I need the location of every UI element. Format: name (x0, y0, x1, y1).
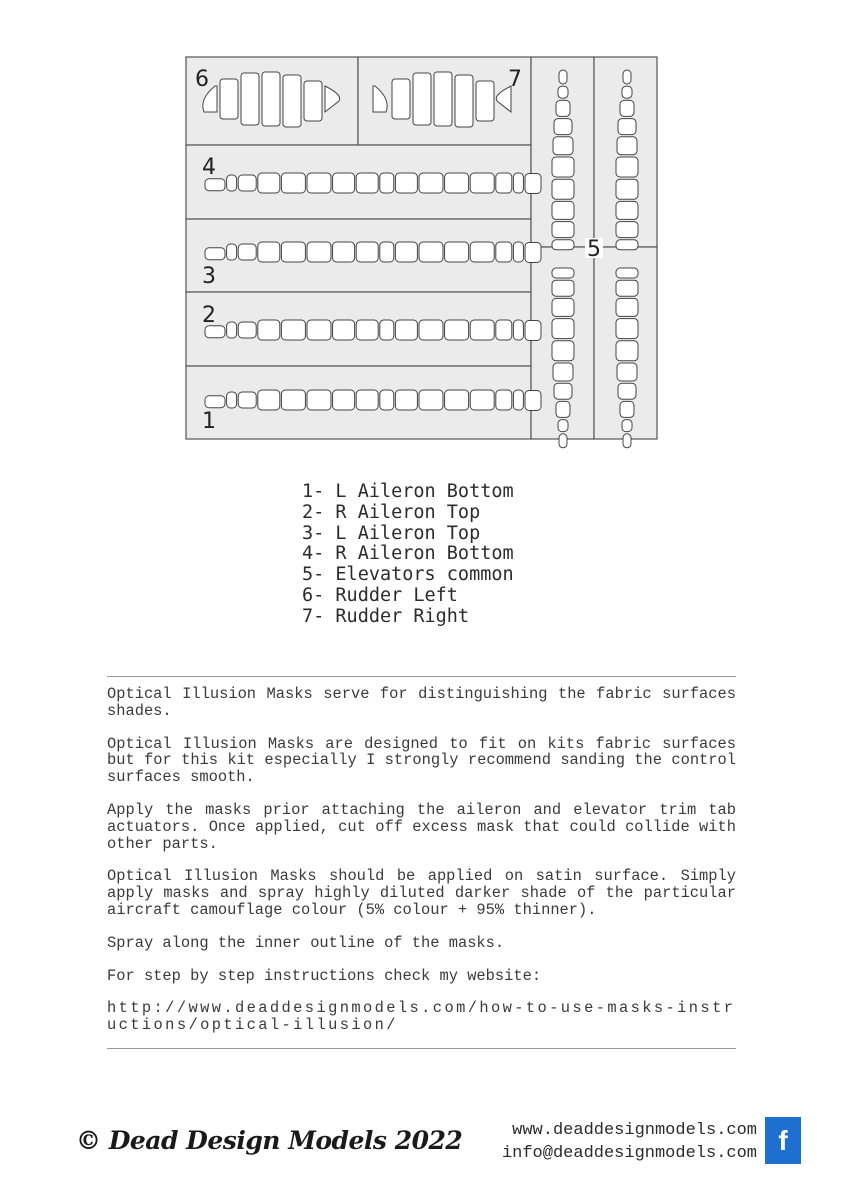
aileron-mask-segment (496, 242, 512, 262)
elevator-mask-segment (616, 319, 638, 339)
aileron-mask-segment (470, 320, 494, 340)
aileron-mask-segment (281, 320, 305, 340)
elevator-mask-segment (559, 70, 567, 84)
instruction-paragraph: Optical Illusion Masks serve for distinguishing the fabric surfaces shades. (107, 685, 736, 720)
aileron-mask-segment (258, 320, 280, 340)
aileron-mask-segment (419, 320, 443, 340)
copyright-logo: © Dead Design Models 2022 (76, 1126, 463, 1155)
aileron-mask-segment (445, 320, 469, 340)
elevator-mask-segment (616, 341, 638, 361)
elevator-mask-segment (618, 383, 636, 399)
aileron-mask-segment (333, 242, 355, 262)
elevator-mask-segment (616, 179, 638, 199)
aileron-mask-segment (227, 392, 237, 408)
instructions-block (107, 686, 736, 1034)
aileron-mask-segment (419, 390, 443, 410)
elevator-mask-segment (552, 222, 574, 238)
aileron-mask-segment (258, 173, 280, 193)
aileron-mask-segment (395, 390, 417, 410)
aileron-mask-segment (205, 396, 225, 408)
aileron-mask-segment (525, 243, 541, 263)
elevator-mask-segment (552, 268, 574, 278)
elevator-mask-segment (622, 86, 632, 98)
elevator-mask-segment (553, 363, 573, 381)
aileron-mask-segment (307, 173, 331, 193)
elevator-mask-segment (554, 119, 572, 135)
aileron-mask-segment (307, 320, 331, 340)
panel-label-4: 4 (202, 155, 216, 180)
aileron-mask-segment (380, 390, 394, 410)
aileron-mask-segment (227, 322, 237, 338)
elevator-mask-segment (616, 222, 638, 238)
aileron-mask-segment (238, 392, 256, 408)
legend-list (302, 482, 514, 628)
elevator-mask-segment (620, 100, 634, 116)
elevator-mask-segment (552, 319, 574, 339)
legend-item: 6- Rudder Left (302, 584, 458, 606)
aileron-mask-segment (445, 390, 469, 410)
rudder-mask-segment (434, 72, 452, 126)
aileron-mask-segment (496, 320, 512, 340)
rudder-mask-segment (304, 81, 322, 121)
aileron-mask-segment (356, 320, 378, 340)
elevator-mask-segment (556, 100, 570, 116)
aileron-mask-segment (356, 390, 378, 410)
aileron-mask-segment (525, 321, 541, 341)
instruction-paragraph: Spray along the inner outline of the masks. (107, 933, 505, 952)
elevator-mask-segment (553, 137, 573, 155)
rudder-mask-segment (392, 79, 410, 119)
rudder-mask-segment (455, 75, 473, 127)
footer-website-link[interactable]: www.deaddesignmodels.com (512, 1121, 757, 1140)
aileron-mask-segment (513, 242, 523, 262)
aileron-mask-segment (307, 242, 331, 262)
top-divider (107, 676, 736, 677)
aileron-mask-segment (380, 320, 394, 340)
aileron-mask-segment (227, 175, 237, 191)
elevator-mask-segment (622, 420, 632, 432)
elevator-mask-segment (552, 201, 574, 219)
instruction-paragraph: Optical Illusion Masks should be applied on satin surface. Simply apply masks and spray highly diluted darker shade of the particular aircraft camouflage colour (5% colour + 95% thinner). (107, 867, 736, 919)
elevator-mask-segment (559, 434, 567, 448)
elevator-mask-segment (617, 363, 637, 381)
aileron-mask-segment (356, 173, 378, 193)
aileron-mask-segment (395, 320, 417, 340)
panel-label-5: 5 (587, 237, 601, 262)
elevator-mask-segment (558, 86, 568, 98)
aileron-mask-segment (513, 320, 523, 340)
aileron-mask-segment (513, 173, 523, 193)
aileron-mask-segment (258, 390, 280, 410)
elevator-mask-segment (616, 280, 638, 296)
panel-label-6: 6 (195, 67, 209, 92)
aileron-mask-segment (238, 244, 256, 260)
aileron-mask-segment (333, 320, 355, 340)
aileron-mask-segment (281, 390, 305, 410)
facebook-icon[interactable]: f (765, 1117, 801, 1164)
aileron-mask-segment (395, 242, 417, 262)
aileron-mask-segment (333, 173, 355, 193)
elevator-mask-segment (618, 119, 636, 135)
instruction-paragraph: For step by step instructions check my website: (107, 966, 542, 985)
elevator-mask-segment (552, 280, 574, 296)
contact-block (502, 1119, 757, 1165)
aileron-mask-segment (445, 242, 469, 262)
aileron-mask-segment (470, 242, 494, 262)
aileron-mask-segment (380, 242, 394, 262)
elevator-mask-segment (552, 298, 574, 316)
legend-item: 2- R Aileron Top (302, 501, 481, 523)
aileron-mask-segment (419, 173, 443, 193)
aileron-mask-segment (227, 244, 237, 260)
aileron-mask-segment (356, 242, 378, 262)
aileron-mask-segment (281, 173, 305, 193)
website-link[interactable]: http://www.deaddesignmodels.com/how-to-use-masks-instructions/optical-illusion/ (107, 999, 736, 1035)
panel-label-7: 7 (508, 67, 522, 92)
aileron-mask-segment (205, 179, 225, 191)
aileron-mask-segment (445, 173, 469, 193)
aileron-mask-segment (205, 248, 225, 260)
elevator-mask-segment (558, 420, 568, 432)
panel-label-2: 2 (202, 303, 216, 328)
rudder-mask-segment (220, 79, 238, 119)
elevator-mask-segment (616, 201, 638, 219)
aileron-mask-segment (470, 173, 494, 193)
aileron-mask-segment (513, 390, 523, 410)
aileron-mask-segment (307, 390, 331, 410)
elevator-mask-segment (556, 401, 570, 417)
panel-label-1: 1 (202, 409, 216, 434)
elevator-mask-segment (552, 341, 574, 361)
aileron-mask-segment (380, 173, 394, 193)
aileron-mask-segment (258, 242, 280, 262)
elevator-mask-segment (623, 434, 631, 448)
rudder-mask-segment (476, 81, 494, 121)
aileron-mask-segment (238, 175, 256, 191)
elevator-mask-segment (617, 137, 637, 155)
aileron-mask-segment (496, 390, 512, 410)
aileron-mask-segment (470, 390, 494, 410)
legend-item: 1- L Aileron Bottom (302, 481, 514, 502)
aileron-mask-segment (525, 391, 541, 411)
aileron-mask-segment (333, 390, 355, 410)
aileron-mask-segment (419, 242, 443, 262)
legend-item: 7- Rudder Right (302, 605, 470, 627)
instruction-paragraph: Optical Illusion Masks are designed to fit on kits fabric surfaces but for this kit especially I strongly recommend sanding the control surfaces smooth. (107, 734, 736, 787)
legend-item: 3- L Aileron Top (302, 522, 481, 544)
rudder-mask-segment (241, 73, 259, 125)
aileron-mask-segment (525, 174, 541, 194)
elevator-mask-segment (552, 240, 574, 250)
footer-email-link[interactable]: info@deaddesignmodels.com (501, 1144, 757, 1163)
elevator-mask-segment (616, 298, 638, 316)
legend-item: 4- R Aileron Bottom (302, 543, 514, 565)
aileron-mask-segment (238, 322, 256, 338)
aileron-mask-segment (281, 242, 305, 262)
rudder-mask-segment (413, 73, 431, 125)
elevator-mask-segment (552, 157, 574, 177)
panel-label-3: 3 (202, 264, 216, 289)
elevator-mask-segment (616, 268, 638, 278)
aileron-mask-segment (395, 173, 417, 193)
elevator-mask-segment (552, 179, 574, 199)
elevator-mask-segment (616, 240, 638, 250)
instruction-paragraph: Apply the masks prior attaching the aileron and elevator trim tab actuators. Once applied, cut off excess mask that could collide with other parts. (107, 800, 736, 853)
aileron-mask-segment (496, 173, 512, 193)
rudder-mask-segment (283, 75, 301, 127)
elevator-mask-segment (554, 383, 572, 399)
mask-sheet-diagram (0, 0, 843, 460)
elevator-mask-segment (616, 157, 638, 177)
bottom-divider (107, 1048, 736, 1049)
elevator-mask-segment (623, 70, 631, 84)
rudder-mask-segment (262, 72, 280, 126)
legend-item: 5- Elevators common (302, 564, 514, 586)
elevator-mask-segment (620, 401, 634, 417)
